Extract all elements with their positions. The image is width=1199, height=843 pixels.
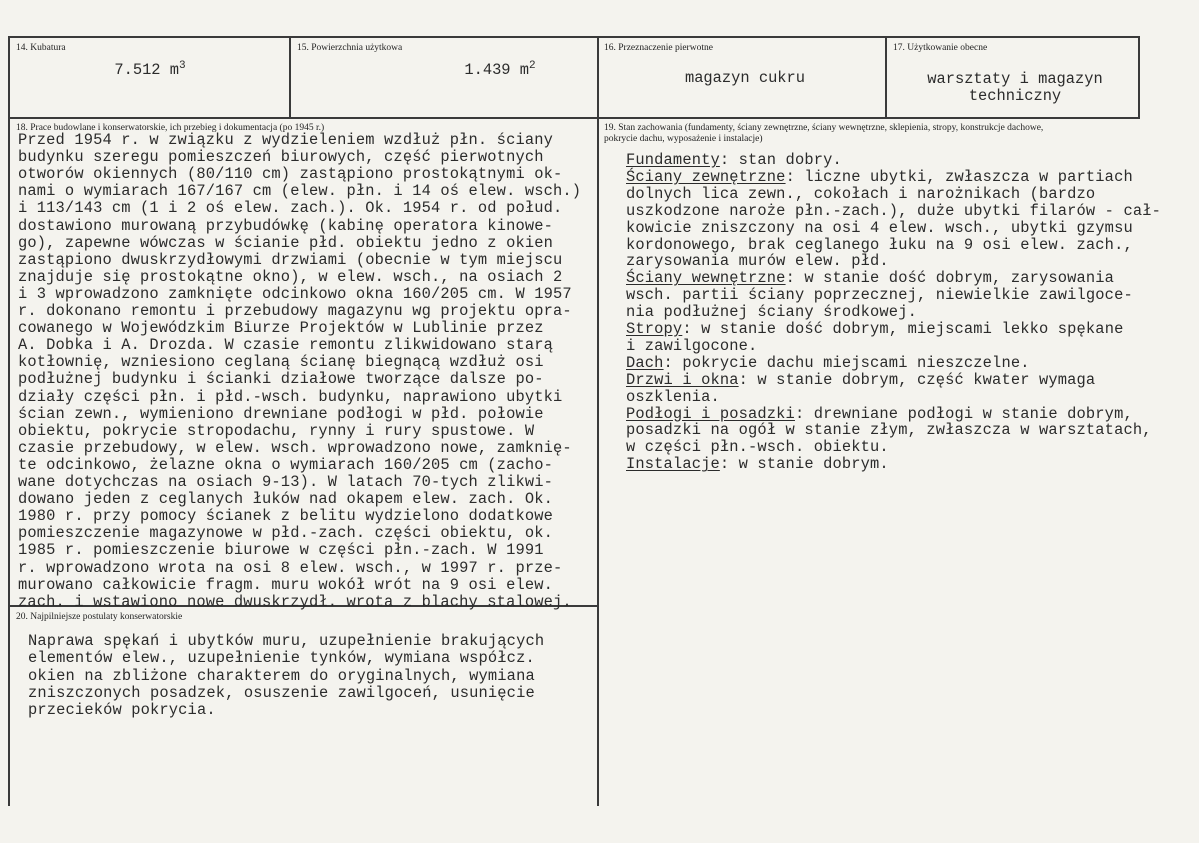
condition-heading: Fundamenty xyxy=(626,151,720,169)
condition-heading: Ściany zewnętrzne xyxy=(626,167,786,186)
field-18-line: 1980 r. przy pomocy ścianek z belitu wydzielono dodatkowe xyxy=(18,507,553,526)
field-18-line: podłużnej budynku i ścianki działowe tworzące dalsze po- xyxy=(18,370,544,389)
field-19-line xyxy=(626,185,1095,203)
divider-16-17 xyxy=(885,36,887,119)
condition-text: : pokrycie dachu miejscami nieszczelne. xyxy=(663,353,1030,372)
field-19-line xyxy=(626,269,1114,287)
field-18-line: nami o wymiarach 167/167 cm (elew. płn. i 14 oś elew. wsch.) xyxy=(18,182,582,201)
field-19-line xyxy=(626,168,1133,186)
condition-text: oszklenia. xyxy=(626,387,720,406)
condition-text: dolnych lica zewn., cokołach i narożnikach (bardzo xyxy=(626,184,1096,203)
field-19-line xyxy=(626,252,889,270)
field-18-line: ścian zewn., wymieniono drewniane podłogi w płd. połowie xyxy=(18,404,544,423)
field-18-line: go), zapewne wówczas w ścianie płd. obiektu jedno z okien xyxy=(18,233,553,252)
field-19-line xyxy=(626,286,1133,304)
top-border xyxy=(8,36,1140,38)
condition-text: : drewniane podłogi w stanie dobrym, xyxy=(794,404,1133,423)
condition-text: : w stanie dość dobrym, miejscami lekko spękane xyxy=(682,320,1124,338)
field-18-line: czasie przebudowy, w elew. wsch. wprowadzono nowe, zamknię- xyxy=(18,438,572,457)
condition-text: : stan dobry. xyxy=(719,151,842,169)
field-19-label-line1: 19. Stan zachowania (fundamenty, ściany zewnętrzne, ściany wewnętrzne, sklepienia, stropy, konstrukcje dachowe, xyxy=(604,123,1044,133)
condition-heading: Stropy xyxy=(626,320,683,338)
field-19-line xyxy=(626,455,889,473)
condition-text: i zawilgocone. xyxy=(626,336,758,355)
field-14-value: 7.512 $m^3$ xyxy=(114,60,186,80)
field-14-label: 14. Kubatura xyxy=(16,43,66,53)
field-18-line: 1985 r. pomieszczenie biurowe w części płn.-zach. W 1991 xyxy=(18,541,544,560)
field-20-line: elementów elew., uzupełnienie tynków, wymiana współcz. xyxy=(28,649,535,668)
condition-heading: Ściany wewnętrzne xyxy=(626,269,786,288)
field-15-label: 15. Powierzchnia użytkowa xyxy=(297,43,403,53)
condition-text: posadzki na ogół w stanie złym, zwłaszcza w warsztatach, xyxy=(626,421,1152,440)
condition-text: kowicie zniszczony na osi 4 elew. wsch., ubytki gzymsu xyxy=(626,218,1133,237)
condition-heading: Instalacje xyxy=(626,455,720,474)
field-20-line: Naprawa spękań i ubytków muru, uzupełnienie brakujących xyxy=(28,632,545,650)
left-border xyxy=(8,36,10,806)
condition-text: : w stanie dość dobrym, zarysowania xyxy=(785,269,1115,288)
center-divider xyxy=(597,36,599,806)
field-18-line: wane dotychczas na osiach 9-13). W latach 70-tych zlikwi- xyxy=(18,473,553,491)
field-19-label-line2: pokrycie dachu, wyposażenie i instalacje) xyxy=(604,134,763,144)
field-18-line: działy części płn. i płd.-wsch. budynku, naprawiono ubytki xyxy=(18,387,563,406)
condition-text: : liczne ubytki, zwłaszcza w partiach xyxy=(785,167,1133,186)
field-20-line: zniszczonych posadzek, osuszenie zawilgoceń, usunięcie xyxy=(28,683,535,702)
field-18-line: Przed 1954 r. w związku z wydzieleniem wzdłuż płn. ściany xyxy=(18,131,553,149)
field-19-line xyxy=(626,371,1095,389)
field-20-line: okien na zbliżone charakterem do oryginalnych, wymiana xyxy=(28,666,535,685)
field-19-line xyxy=(626,151,842,169)
condition-heading: Dach xyxy=(626,353,664,372)
field-19-line xyxy=(626,320,1123,338)
field-18-line: r. dokonano remontu i przebudowy magazynu wg projektu opra- xyxy=(18,302,572,320)
field-18-line: i 3 wprowadzono zamknięte odcinkowo okna 160/205 cm. W 1957 xyxy=(18,284,572,303)
condition-text: : w stanie dobrym. xyxy=(719,455,889,474)
field-18-line: murowano całkowicie fragm. muru wokół wrót na 9 osi elew. xyxy=(18,575,553,594)
field-19-line xyxy=(626,202,1161,220)
field-18-line: i 113/143 cm (1 i 2 oś elew. zach.). Ok. 1954 r. od połud. xyxy=(18,199,563,218)
field-18-line: cowanego w Wojewódzkim Biurze Projektów w Lublinie przez xyxy=(18,319,544,338)
condition-text: kordonowego, brak ceglanego łuku na 9 osi elew. zach., xyxy=(626,235,1133,254)
condition-heading: Podłogi i posadzki xyxy=(626,404,795,423)
field-18-line: zastąpiono dwuskrzydłowymi drzwiami (obecnie w tym miejscu xyxy=(18,250,563,269)
field-15-value: 1.439 $m^2$ xyxy=(464,60,536,80)
field-19-line xyxy=(626,219,1133,237)
field-18-line: r. wprowadzono wrota na osi 8 elew. wsch., w 1997 r. prze- xyxy=(18,558,563,577)
field-16-label: 16. Przeznaczenie pierwotne xyxy=(604,43,713,53)
field-17-label: 17. Użytkowanie obecne xyxy=(893,43,988,53)
condition-text: nia podłużnej ściany środkowej. xyxy=(626,303,917,322)
divider-14-15 xyxy=(289,36,291,119)
field-19-line xyxy=(626,303,917,321)
field-18-line: te odcinkowo, żelazne okna o wymiarach 160/205 cm (zacho- xyxy=(18,455,553,474)
field-16-value: magazyn cukru xyxy=(684,69,806,87)
field-18-label: 18. Prace budowlane i konserwatorskie, ich przebieg i dokumentacja (po 1945 r.) xyxy=(16,123,325,133)
field-18-line: dowano jeden z ceglanych łuków nad okapem elew. zach. Ok. xyxy=(18,490,553,509)
condition-text: wsch. partii ściany poprzecznej, niewielkie zawilgoce- xyxy=(626,286,1133,305)
field-18-line: obiektu, pokrycie stropodachu, rynny i rury spustowe. W xyxy=(18,421,535,440)
row1-bottom-border xyxy=(8,117,1140,119)
field-18-line: znajduje się prostokątne okno), w elew. wsch., na osiach 2 xyxy=(18,267,563,286)
field-19-line xyxy=(626,354,1030,372)
field-18-line: A. Dobka i A. Drozda. W czasie remontu zlikwidowano starą xyxy=(18,336,553,355)
field-18-line: kotłownię, wzniesiono ceglaną ścianę biegnącą wzdłuż osi xyxy=(18,353,544,372)
field-20-label: 20. Najpilniejsze postulaty konserwatorskie xyxy=(16,612,183,622)
field-18-line: dostawiono murowaną przybudówkę (kabinę operatora kinowe- xyxy=(18,216,553,235)
field-18-line: zach. i wstawiono nowe dwuskrzydł. wrota z blachy stalowej. xyxy=(18,592,572,611)
condition-text: : w stanie dobrym, część kwater wymaga xyxy=(738,370,1096,389)
field-18-line: pomieszczenie magazynowe w płd.-zach. części obiektu, ok. xyxy=(18,524,553,543)
field-20-line: przecieków pokrycia. xyxy=(28,701,216,720)
field-18-line: budynku szeregu pomieszczeń biurowych, część pierwotnych xyxy=(18,148,544,167)
field-17-value-line1: warsztaty i magazyn xyxy=(927,70,1103,88)
field-19-line xyxy=(626,337,757,355)
field-18-line: otworów okiennych (80/110 cm) zastąpiono prostokątnymi ok- xyxy=(18,165,563,184)
field-17-value-line2: techniczny xyxy=(968,87,1062,105)
condition-text: zarysowania murów elew. płd. xyxy=(626,252,889,271)
condition-heading: Drzwi i okna xyxy=(626,370,739,389)
field-19-line xyxy=(626,236,1133,254)
field-19-line xyxy=(626,421,1152,439)
field-19-line xyxy=(626,438,889,456)
field-19-line xyxy=(626,405,1133,423)
condition-text: w części płn.-wsch. obiektu. xyxy=(626,438,889,457)
field-19-line xyxy=(626,388,720,406)
condition-text: uszkodzone naroże płn.-zach.), duże ubytki filarów - cał- xyxy=(626,201,1161,220)
